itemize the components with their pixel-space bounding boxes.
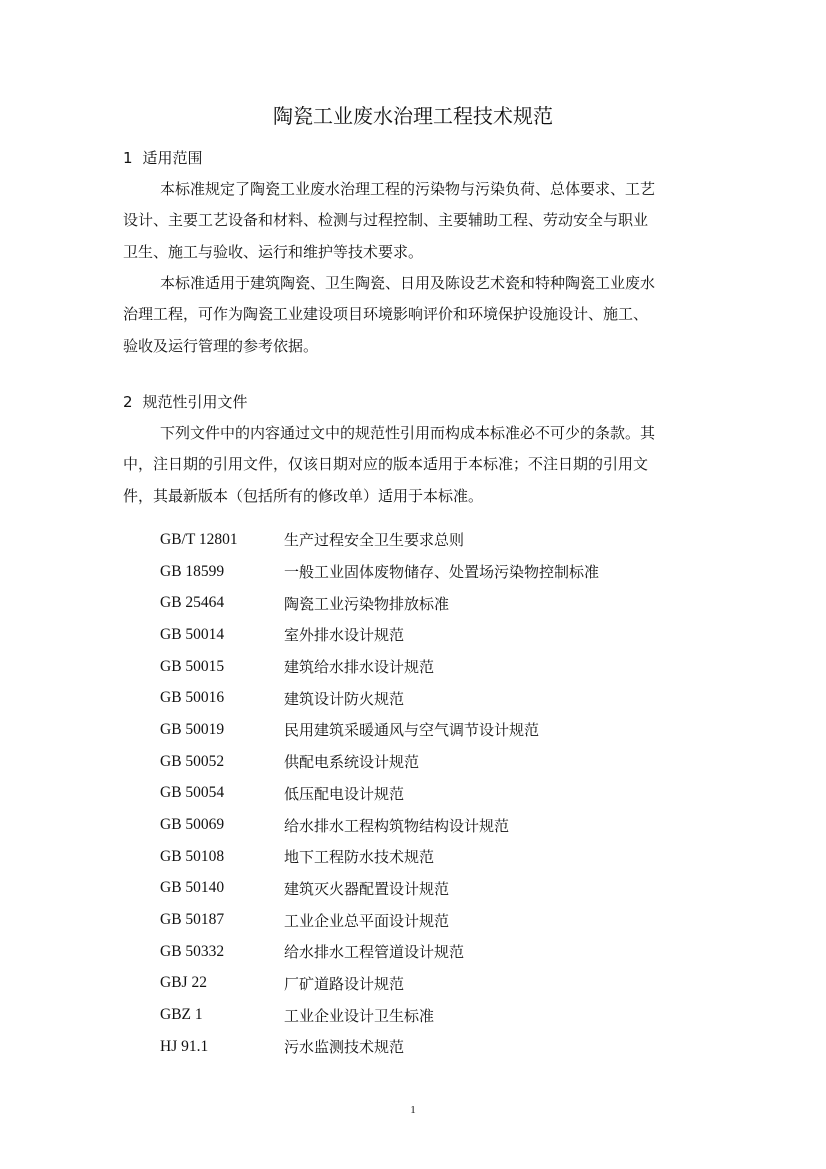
reference-row: [160, 746, 599, 778]
reference-row: [160, 936, 599, 968]
reference-code: GB 50332: [160, 942, 225, 960]
reference-row: [160, 556, 599, 588]
paragraph-line: 验收及运行管理的参考依据。: [123, 336, 319, 355]
reference-code: GB 50014: [160, 625, 225, 643]
reference-row: [160, 1031, 599, 1063]
reference-row: [160, 651, 599, 683]
page-number: 1: [410, 1104, 416, 1116]
reference-title: 地下工程防水技术规范: [284, 848, 435, 867]
reference-title: 建筑灭火器配置设计规范: [284, 879, 450, 898]
reference-code: GB 18599: [160, 562, 225, 580]
section-title: 适用范围: [142, 149, 203, 167]
reference-row: [160, 682, 599, 714]
reference-row: [160, 619, 599, 651]
reference-title: 给水排水工程构筑物结构设计规范: [284, 816, 510, 835]
reference-row: [160, 904, 599, 936]
reference-title: 低压配电设计规范: [284, 784, 405, 803]
paragraph-line: 本标准规定了陶瓷工业废水治理工程的污染物与污染负荷、总体要求、工艺: [160, 180, 656, 198]
section-heading-references: [123, 392, 248, 412]
reference-code: GBZ 1: [160, 1006, 203, 1024]
reference-row: [160, 873, 599, 905]
reference-title: 生产过程安全卫生要求总则: [284, 531, 465, 550]
reference-title: 污水监测技术规范: [284, 1038, 405, 1057]
reference-code: GB 50140: [160, 879, 225, 897]
section-number: 2: [123, 393, 133, 411]
paragraph-line: 下列文件中的内容通过文中的规范性引用而构成本标准必不可少的条款。其: [160, 424, 656, 442]
reference-row: [160, 778, 599, 810]
reference-title: 供配电系统设计规范: [284, 753, 420, 772]
reference-title: 一般工业固体废物储存、处置场污染物控制标准: [284, 563, 600, 582]
reference-title: 工业企业设计卫生标准: [284, 1006, 435, 1025]
reference-title: 室外排水设计规范: [284, 626, 405, 645]
reference-row: [160, 968, 599, 1000]
document-title: 陶瓷工业废水治理工程技术规范: [273, 104, 553, 128]
reference-title: 陶瓷工业污染物排放标准: [284, 594, 450, 613]
reference-code: GB 25464: [160, 594, 225, 612]
reference-code: GB 50016: [160, 689, 225, 707]
reference-code: GB 50054: [160, 784, 225, 802]
paragraph-line: 卫生、施工与验收、运行和维护等技术要求。: [123, 242, 424, 261]
reference-list: [160, 524, 599, 1063]
reference-code: GB 50019: [160, 720, 225, 738]
paragraph-line: 本标准适用于建筑陶瓷、卫生陶瓷、日用及陈设艺术瓷和特种陶瓷工业废水: [160, 274, 656, 292]
reference-title: 民用建筑采暖通风与空气调节设计规范: [284, 721, 540, 740]
paragraph-line: 设计、主要工艺设备和材料、检测与过程控制、主要辅助工程、劳动安全与职业: [123, 211, 649, 230]
references-intro-paragraph: [123, 418, 707, 512]
reference-row: [160, 714, 599, 746]
reference-row: [160, 809, 599, 841]
paragraph-line: 治理工程，可作为陶瓷工业建设项目环境影响评价和环境保护设施设计、施工、: [123, 305, 649, 324]
scope-paragraph-2: [123, 268, 707, 362]
reference-code: GB 50015: [160, 657, 225, 675]
reference-title: 厂矿道路设计规范: [284, 974, 405, 993]
reference-code: HJ 91.1: [160, 1037, 209, 1055]
reference-code: GBJ 22: [160, 974, 207, 992]
scope-paragraph-1: [123, 174, 707, 268]
reference-row: [160, 999, 599, 1031]
section-title: 规范性引用文件: [142, 393, 248, 411]
reference-row: [160, 587, 599, 619]
paragraph-line: 件，其最新版本（包括所有的修改单）适用于本标准。: [123, 486, 484, 505]
reference-row: [160, 841, 599, 873]
reference-code: GB 50052: [160, 752, 225, 770]
reference-title: 建筑给水排水设计规范: [284, 658, 435, 677]
paragraph-line: 中，注日期的引用文件，仅该日期对应的版本适用于本标准；不注日期的引用文: [123, 455, 649, 474]
reference-title: 给水排水工程管道设计规范: [284, 943, 465, 962]
reference-code: GB/T 12801: [160, 530, 238, 548]
section-heading-scope: [123, 148, 203, 168]
reference-code: GB 50069: [160, 816, 225, 834]
reference-row: [160, 524, 599, 556]
reference-title: 工业企业总平面设计规范: [284, 911, 450, 930]
reference-code: GB 50187: [160, 911, 225, 929]
reference-code: GB 50108: [160, 847, 225, 865]
reference-title: 建筑设计防火规范: [284, 689, 405, 708]
section-number: 1: [123, 149, 133, 167]
